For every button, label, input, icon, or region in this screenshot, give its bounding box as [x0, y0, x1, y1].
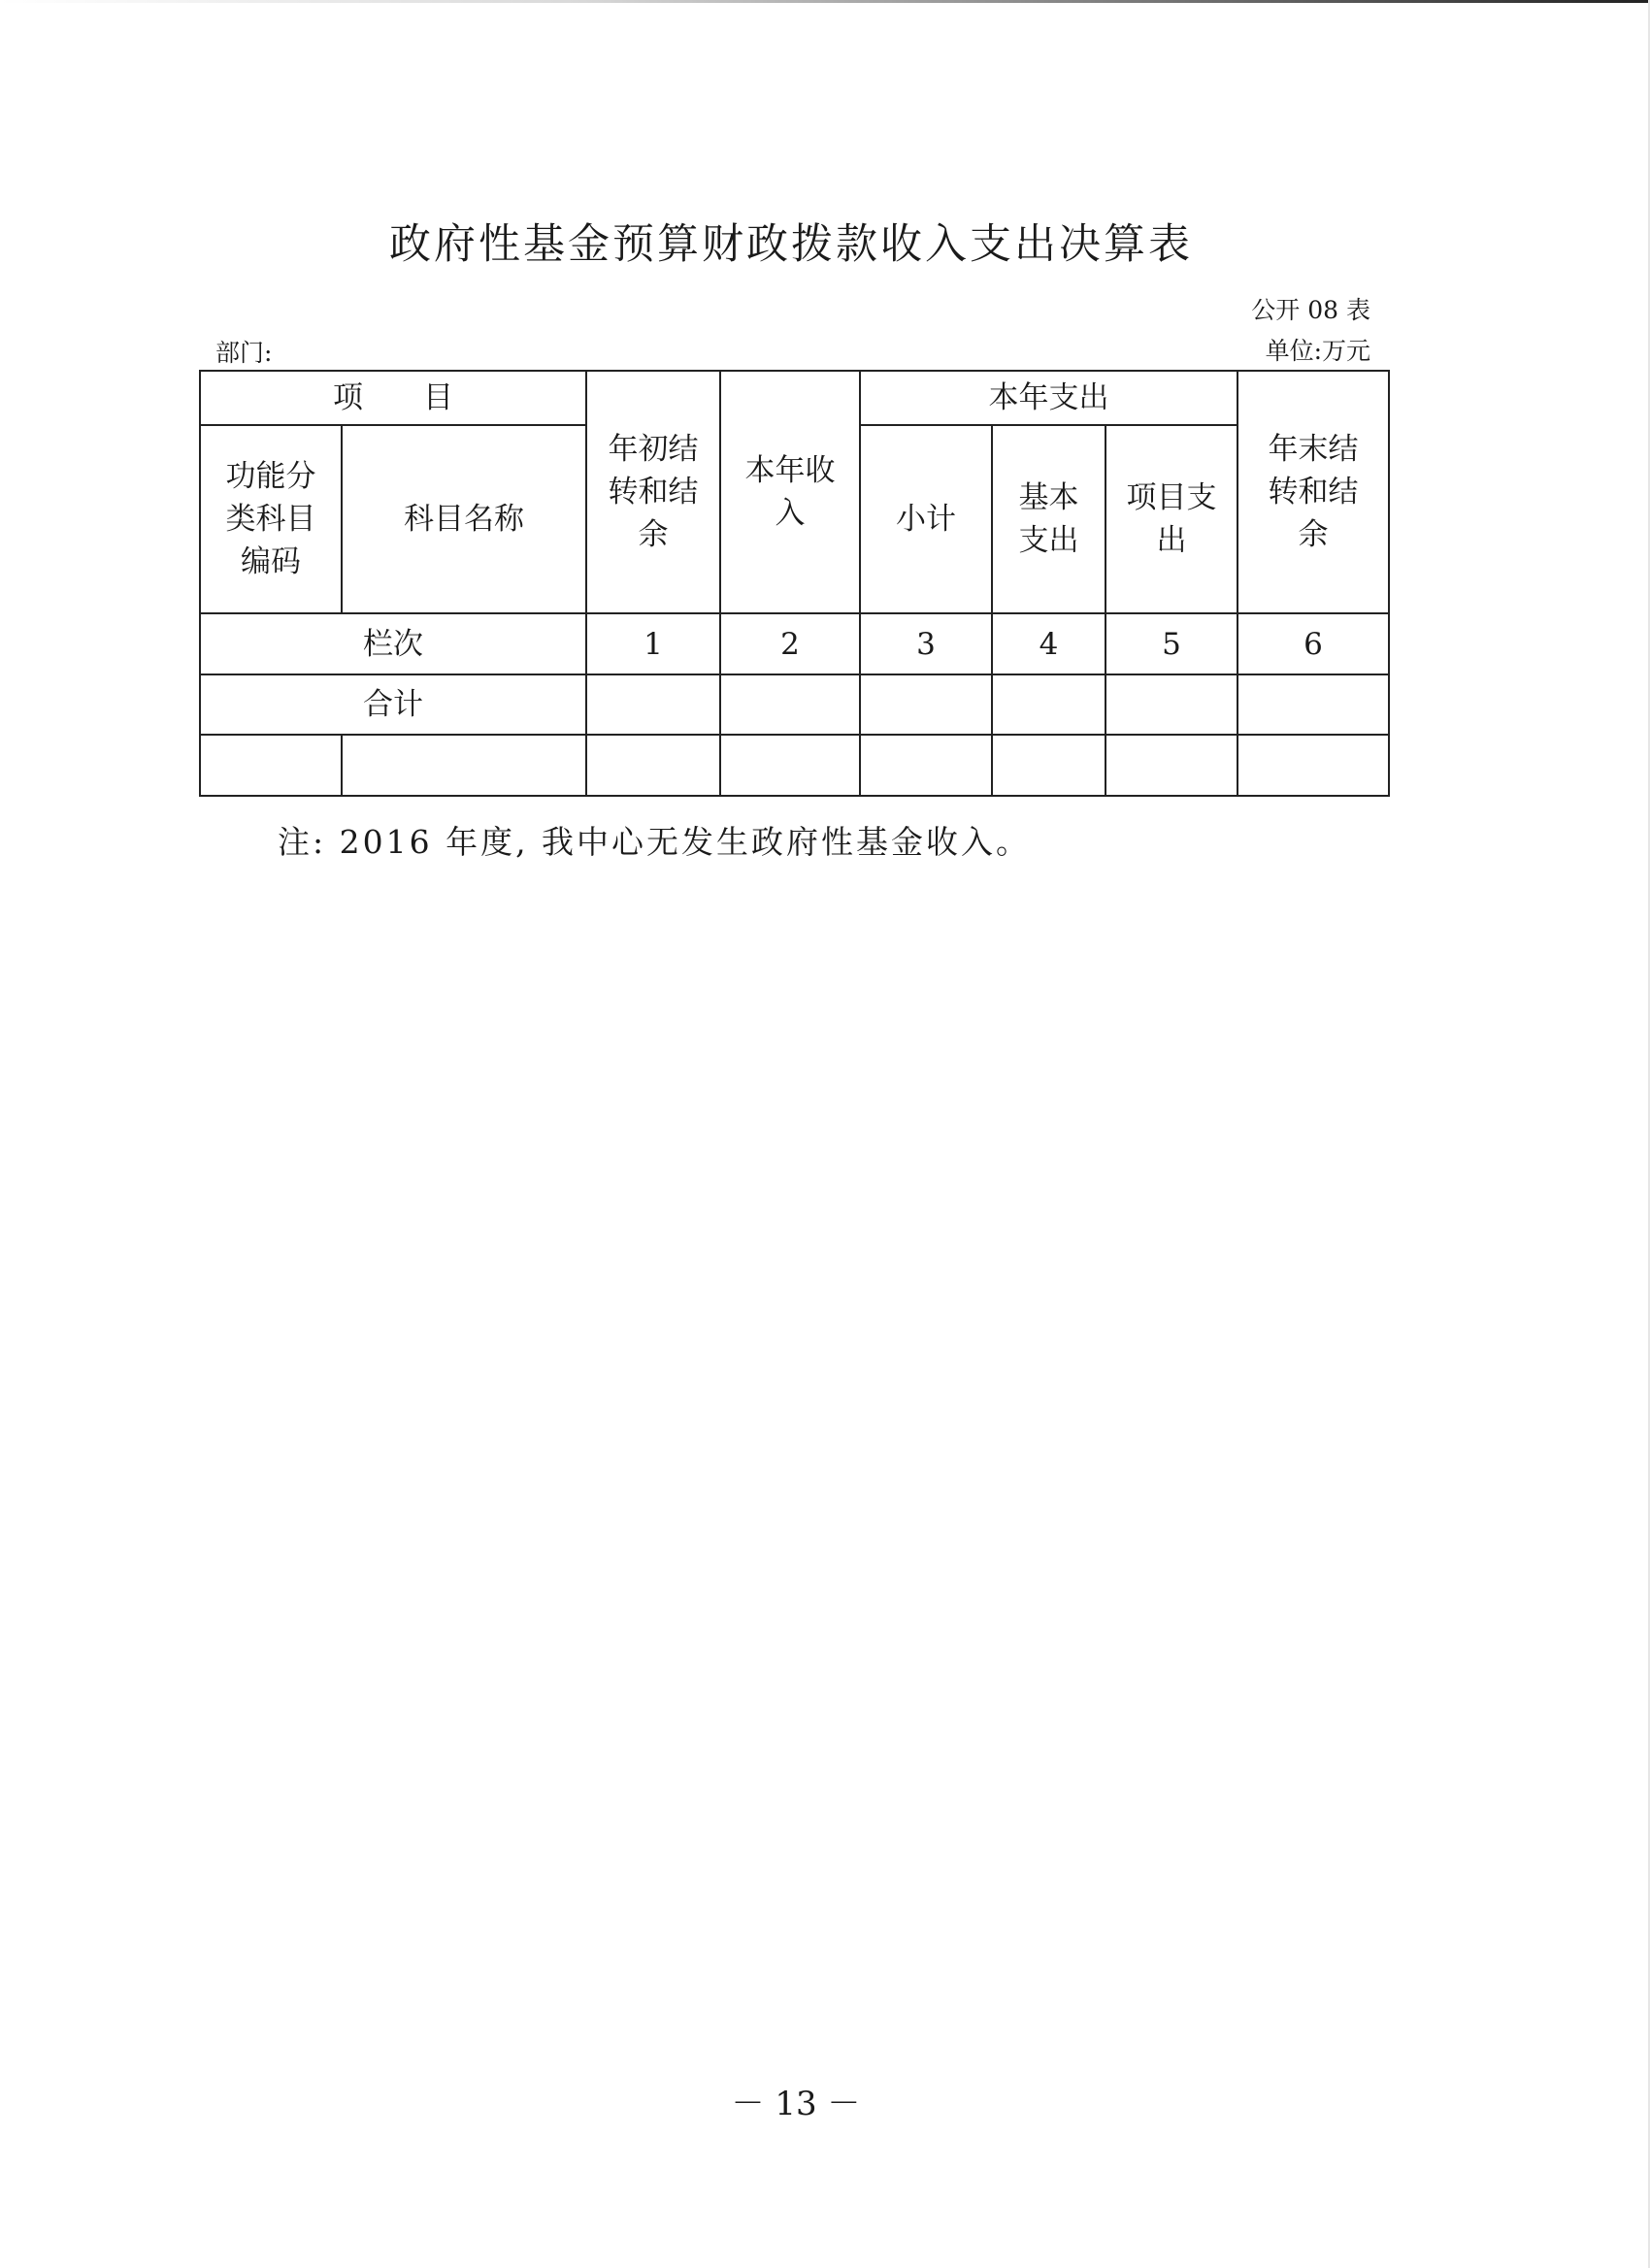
header-basic-exp-text: 基本 支出 [1018, 480, 1079, 558]
column-number-row [200, 613, 1389, 674]
header-expenditure-group: 本年支出 [860, 371, 1238, 425]
header-income-text: 本年收 入 [744, 453, 836, 531]
empty-cell-6 [1238, 735, 1389, 796]
total-cell-3 [860, 674, 992, 735]
column-number-5: 5 [1106, 613, 1238, 674]
empty-cell-3 [860, 735, 992, 796]
total-cell-5 [1106, 674, 1238, 735]
total-cell-1 [586, 674, 720, 735]
total-cell-4 [992, 674, 1106, 735]
total-cell-2 [720, 674, 860, 735]
scan-edge-top [0, 0, 1650, 3]
budget-table [199, 370, 1390, 797]
column-number-label: 栏次 [200, 613, 586, 674]
empty-cell-5 [1106, 735, 1238, 796]
total-label: 合计 [200, 674, 586, 735]
table-note: 注: 2016 年度, 我中心无发生政府性基金收入。 [278, 823, 1032, 861]
header-func-code-text: 功能分 类科目 编码 [225, 459, 316, 579]
unit-label: 单位:万元 [1265, 337, 1370, 365]
header-end-balance-text: 年末结 转和结 余 [1268, 432, 1359, 552]
empty-cell-2 [720, 735, 860, 796]
header-basic-exp [992, 425, 1106, 613]
header-project-exp-text: 项目支 出 [1126, 480, 1217, 558]
empty-cell-1 [586, 735, 720, 796]
header-end-balance [1238, 371, 1389, 613]
column-number-4: 4 [992, 613, 1106, 674]
header-item-group: 项 目 [200, 371, 586, 425]
header-income [720, 371, 860, 613]
empty-data-row [200, 735, 1389, 796]
header-begin-balance-text: 年初结 转和结 余 [608, 432, 699, 552]
total-row [200, 674, 1389, 735]
column-number-1: 1 [586, 613, 720, 674]
column-number-6: 6 [1238, 613, 1389, 674]
document-title: 政府性基金预算财政拨款收入支出决算表 [389, 220, 1193, 269]
empty-cell-code [200, 735, 342, 796]
column-number-3: 3 [860, 613, 992, 674]
header-begin-balance [586, 371, 720, 613]
header-subject-name: 科目名称 [342, 425, 586, 613]
empty-cell-name [342, 735, 586, 796]
header-row-1 [200, 371, 1389, 425]
column-number-2: 2 [720, 613, 860, 674]
department-label: 部门: [215, 339, 273, 367]
form-number: 公开 08 表 [1251, 296, 1370, 324]
total-cell-6 [1238, 674, 1389, 735]
header-func-code [200, 425, 342, 613]
empty-cell-4 [992, 735, 1106, 796]
page-number: － 13 － [731, 2085, 861, 2123]
header-project-exp [1106, 425, 1238, 613]
header-subtotal: 小计 [860, 425, 992, 613]
